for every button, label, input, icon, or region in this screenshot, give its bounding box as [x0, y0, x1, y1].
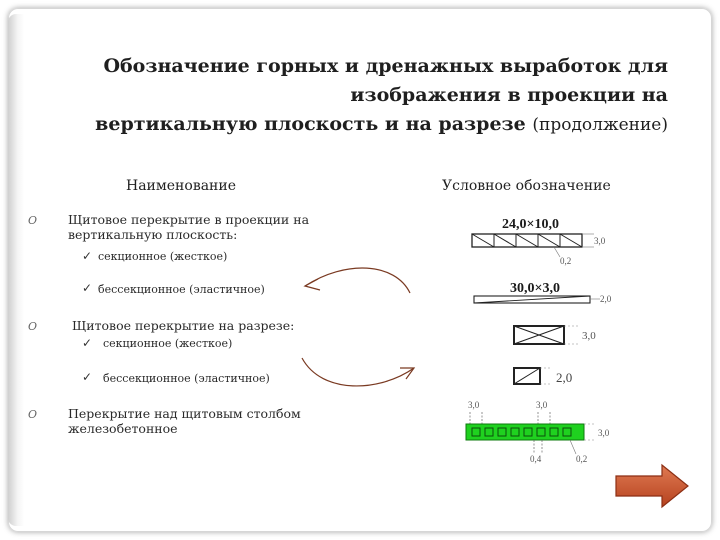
symbol-4-right-label: 2,0 [556, 370, 573, 385]
next-slide-button[interactable] [612, 462, 692, 510]
green-overlap-bar [466, 424, 584, 440]
bullet-icon: O [28, 408, 38, 421]
item-1-sub-1: секционное (жесткое) [98, 250, 228, 263]
item-2-sub-2: бессекционное (эластичное) [103, 372, 270, 385]
header-symbol: Условное обозначение [442, 178, 611, 194]
symbol-1-bottom-label: 0,2 [560, 256, 572, 266]
symbol-concrete-overlap [458, 396, 628, 468]
symbol-sectional-section [508, 320, 608, 350]
symbol-5-top-left-label: 3,0 [468, 400, 480, 410]
symbol-nonsectional-projection [462, 278, 622, 308]
header-name: Наименование [126, 178, 236, 194]
bullet-icon: O [28, 320, 38, 333]
check-icon: ✓ [82, 281, 93, 295]
symbol-1-right-label: 3,0 [594, 236, 606, 246]
symbol-5-bottom-right-label: 0,2 [576, 454, 588, 464]
check-icon: ✓ [82, 370, 93, 384]
curved-arrow-right-icon [302, 358, 414, 386]
symbol-3-right-label: 3,0 [582, 330, 596, 342]
symbol-5-right-label: 3,0 [598, 428, 610, 438]
check-icon: ✓ [82, 249, 93, 263]
bullet-icon: O [28, 214, 38, 227]
title-line-3-bold: вертикальную плоскость и на разрезе [95, 113, 533, 135]
item-1-sub-2: бессекционное (эластичное) [98, 283, 265, 296]
item-3-line-1: Перекрытие над щитовым столбом [68, 406, 301, 421]
item-1-line-1: Щитовое перекрытие в проекции на [68, 212, 310, 227]
title-line-2: изображения в проекции на [350, 84, 668, 106]
symbol-5-bottom-left-label: 0,4 [530, 454, 542, 464]
item-2-line-1: Щитовое перекрытие на разрезе: [72, 318, 295, 333]
item-2-sub-1: секционное (жесткое) [103, 337, 233, 350]
item-3-line-2: железобетонное [68, 421, 178, 436]
item-1-line-2: вертикальную плоскость: [68, 227, 238, 242]
title-line-1: Обозначение горных и дренажных выработок для [103, 55, 668, 77]
symbol-2-top-label: 30,0×3,0 [510, 281, 560, 296]
symbol-5-top-right-label: 3,0 [536, 400, 548, 410]
symbol-1-top-label: 24,0×10,0 [502, 217, 559, 232]
symbol-sectional-projection [462, 212, 612, 268]
right-arrow-icon[interactable] [616, 465, 688, 507]
check-icon: ✓ [82, 336, 93, 350]
curved-arrow-left-icon [305, 268, 410, 293]
symbol-nonsectional-section [508, 362, 608, 390]
symbol-2-right-label: 2,0 [600, 294, 612, 304]
title-line-3-light: (продолжение) [532, 115, 668, 135]
curved-arrow-left-head [305, 279, 320, 290]
